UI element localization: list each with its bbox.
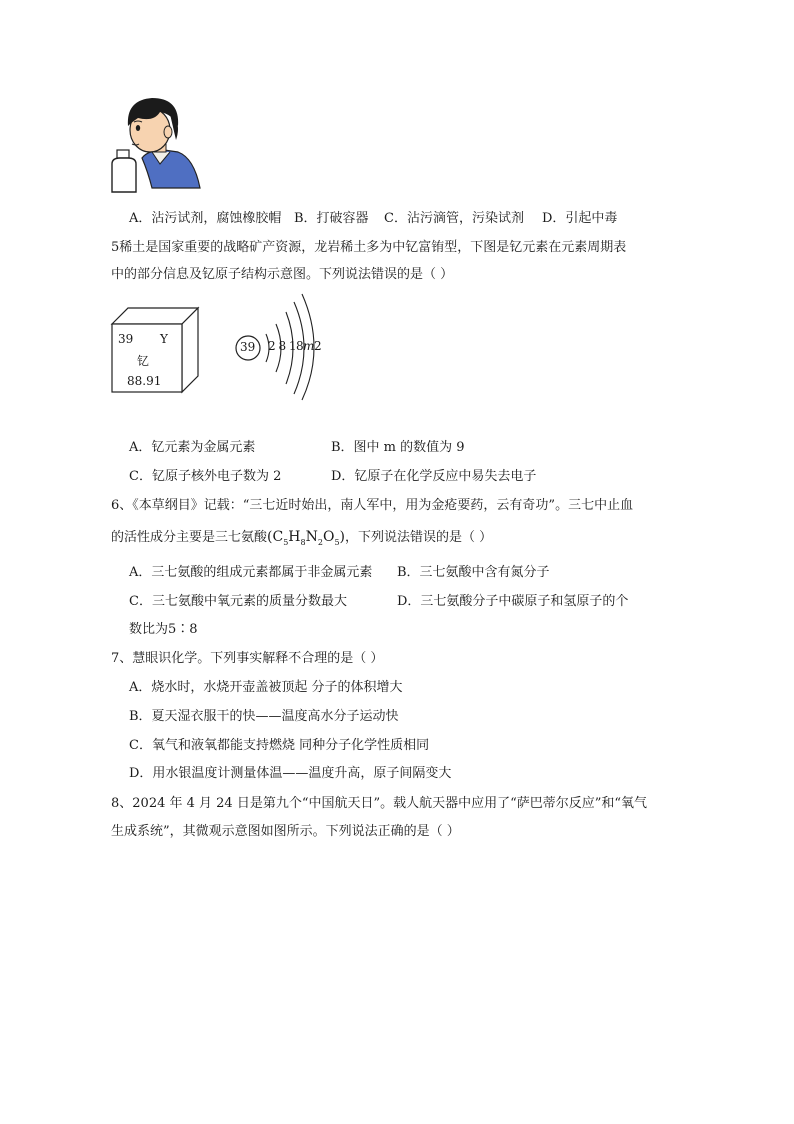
q7-option-c: C．氧气和液氧都能支持燃烧 同种分子化学性质相同 xyxy=(129,738,430,753)
q6-option-c: C．三七氨酸中氧元素的质量分数最大 xyxy=(129,594,347,609)
q5-option-a: A．钇元素为金属元素 xyxy=(129,440,256,455)
q6-stem-pre: 的活性成分主要是三七氨酸 xyxy=(111,530,268,545)
atom-outer-shell: 2 xyxy=(314,339,322,353)
q5-option-b: B．图中 m 的数值为 9 xyxy=(331,440,465,455)
q6-stem-line1: 6、《本草纲目》记载：“三七近时始出，南人军中，用为金疮要药，云有奇功”。三七中止血 xyxy=(111,498,634,513)
element-name: 钇 xyxy=(137,354,150,368)
q6-option-d-continued: 数比为5∶8 xyxy=(129,622,198,637)
q5-stem-line2: 中的部分信息及钇原子结构示意图。下列说法错误的是（ ） xyxy=(111,267,454,282)
q6-stem-post: ，下列说法错误的是（ ） xyxy=(345,530,493,545)
q8-stem-line2: 生成系统”，其微观示意图如图所示。下列说法正确的是（ ） xyxy=(111,824,460,839)
atom-electron-shells: 2 8 18 xyxy=(268,339,304,353)
q7-option-d: D．用水银温度计测量体温——温度升高，原子间隔变大 xyxy=(129,766,452,781)
q4-option-d: D．引起中毒 xyxy=(542,211,618,226)
q7-stem: 7、慧眼识化学。下列事实解释不合理的是（ ） xyxy=(111,651,384,666)
q5-option-d: D．钇原子在化学反应中易失去电子 xyxy=(331,469,537,484)
q6-formula: $(C_5H_8N_2O_5)$ xyxy=(267,529,345,547)
q8-stem-line1: 8、2024 年 4 月 24 日是第九个“中国航天日”。载人航天器中应用了“萨巴蒂尔反应”和“氧气 xyxy=(111,796,648,811)
q6-stem-line2 xyxy=(111,528,492,552)
boy-smelling-bottle-illustration xyxy=(108,92,208,196)
q4-option-c: C．沾污滴管，污染试剂 xyxy=(384,211,524,226)
q5-stem-line1: 5稀土是国家重要的战略矿产资源，龙岩稀土多为中钇富铕型，下图是钇元素在元素周期表 xyxy=(111,240,627,255)
atom-nucleus-charge: 39 xyxy=(240,340,256,354)
element-symbol: Y xyxy=(160,332,168,346)
q6-option-a: A．三七氨酸的组成元素都属于非金属元素 xyxy=(129,565,373,580)
q6-option-b: B．三七氨酸中含有氮分子 xyxy=(397,565,550,580)
q7-option-b: B．夏天湿衣服干的快——温度高水分子运动快 xyxy=(129,709,399,724)
q5-option-c: C．钇原子核外电子数为 2 xyxy=(129,469,282,484)
atom-shell-m: m xyxy=(303,339,315,353)
q6-option-d: D．三七氨酸分子中碳原子和氢原子的个 xyxy=(397,594,629,609)
q4-option-a: A．沾污试剂，腐蚀橡胶帽 xyxy=(129,211,282,226)
element-atomic-mass: 88.91 xyxy=(127,374,162,388)
q4-option-b: B．打破容器 xyxy=(294,211,369,226)
element-atomic-number: 39 xyxy=(118,332,134,346)
q7-option-a: A．烧水时，水烧开壶盖被顶起 分子的体积增大 xyxy=(129,680,403,695)
